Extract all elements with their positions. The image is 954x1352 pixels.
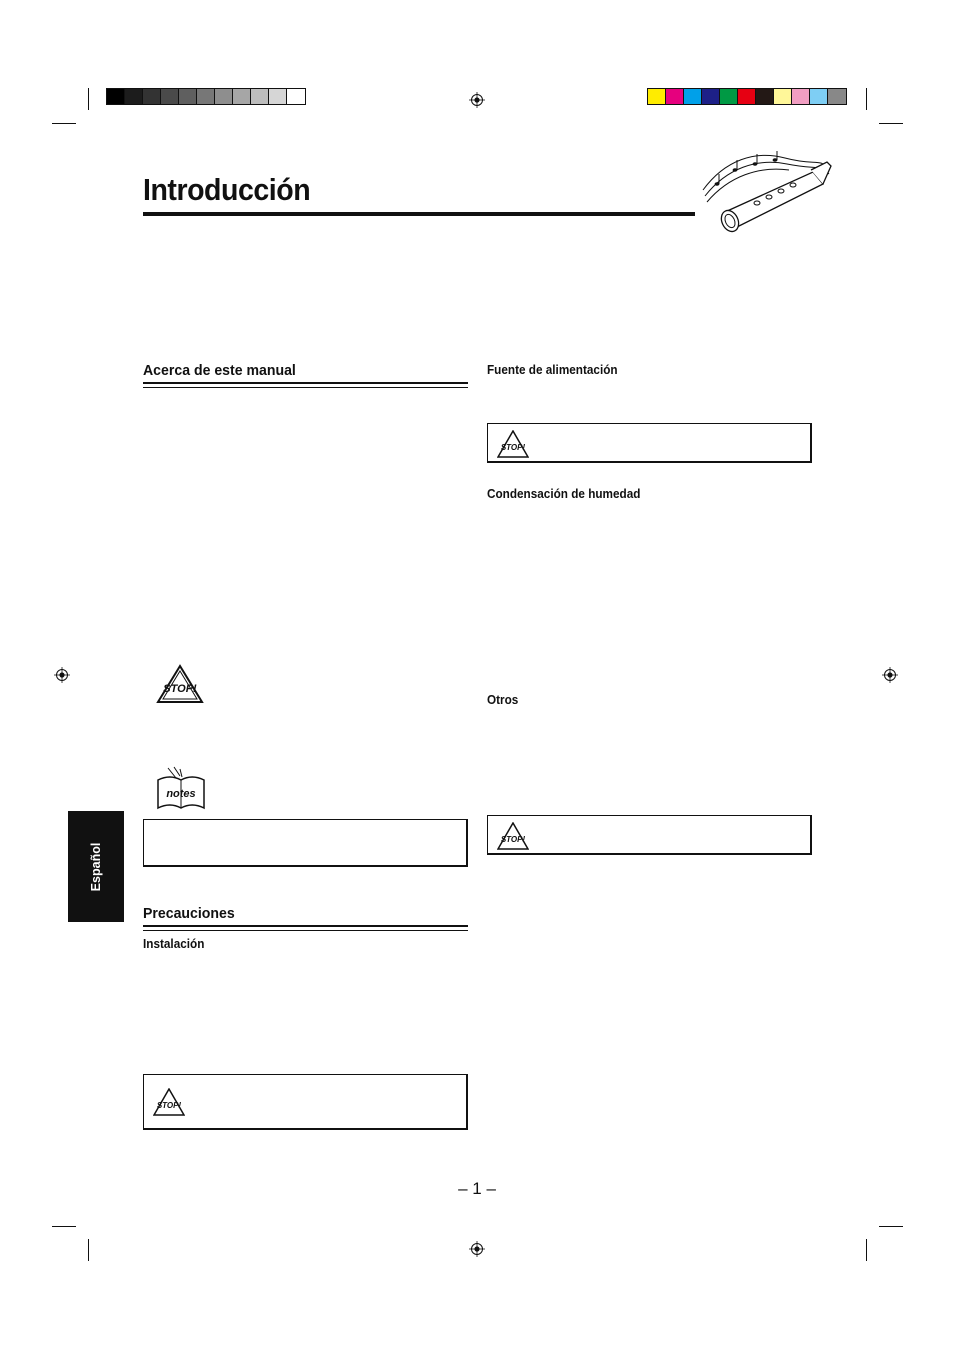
stop-warning-icon	[156, 664, 204, 704]
color-swatch	[161, 89, 179, 104]
color-swatch	[738, 89, 756, 104]
notes-book-icon	[154, 766, 208, 812]
crop-mark	[52, 123, 76, 124]
grayscale-bar	[106, 88, 306, 105]
color-swatch	[774, 89, 792, 104]
registration-mark-icon	[54, 667, 70, 683]
language-tab	[68, 811, 124, 922]
color-swatch	[269, 89, 287, 104]
stop-label: STOP!	[500, 443, 526, 452]
section-rule	[143, 382, 468, 388]
crop-mark	[88, 1239, 89, 1261]
crop-mark	[52, 1226, 76, 1227]
stop-label: STOP!	[163, 683, 197, 695]
others-caution-box	[487, 815, 812, 855]
crop-mark	[88, 88, 89, 110]
notes-label: notes	[166, 788, 196, 800]
registration-mark-icon	[469, 1241, 485, 1257]
crop-mark	[866, 1239, 867, 1261]
flute-illustration-icon	[695, 150, 835, 238]
crop-mark	[879, 1226, 903, 1227]
color-swatch	[287, 89, 305, 104]
color-swatch	[143, 89, 161, 104]
color-swatch	[828, 89, 846, 104]
subsection-heading-power: Fuente de alimentación	[487, 363, 618, 377]
stop-warning-icon	[497, 822, 529, 850]
color-swatch	[233, 89, 251, 104]
stop-label: STOP!	[500, 835, 526, 844]
color-swatch	[107, 89, 125, 104]
title-rule	[143, 212, 695, 216]
subsection-heading-condensation: Condensación de humedad	[487, 487, 641, 501]
stop-warning-icon	[153, 1088, 185, 1116]
registration-mark-icon	[469, 92, 485, 108]
color-swatch	[648, 89, 666, 104]
stop-label: STOP!	[156, 1101, 182, 1110]
crop-mark	[866, 88, 867, 110]
color-swatch	[684, 89, 702, 104]
color-swatch	[720, 89, 738, 104]
stop-warning-icon	[497, 430, 529, 458]
page-title: Introducción	[143, 172, 311, 207]
subsection-heading-others: Otros	[487, 693, 519, 707]
section-heading-precautions: Precauciones	[143, 905, 235, 922]
color-swatch	[756, 89, 774, 104]
color-swatch	[702, 89, 720, 104]
color-swatch	[792, 89, 810, 104]
page-number: – 1 –	[458, 1179, 496, 1198]
subsection-heading-installation: Instalación	[143, 937, 205, 951]
color-swatch	[125, 89, 143, 104]
installation-caution-box	[143, 1074, 468, 1130]
crop-mark	[879, 123, 903, 124]
color-swatch	[666, 89, 684, 104]
power-caution-box	[487, 423, 812, 463]
color-swatch	[179, 89, 197, 104]
registration-mark-icon	[882, 667, 898, 683]
language-tab-label: Español	[89, 842, 103, 891]
notes-box	[143, 819, 468, 867]
color-swatch	[197, 89, 215, 104]
section-rule	[143, 925, 468, 931]
color-bar	[647, 88, 847, 105]
color-swatch	[215, 89, 233, 104]
color-swatch	[251, 89, 269, 104]
color-swatch	[810, 89, 828, 104]
section-heading-about: Acerca de este manual	[143, 362, 296, 379]
